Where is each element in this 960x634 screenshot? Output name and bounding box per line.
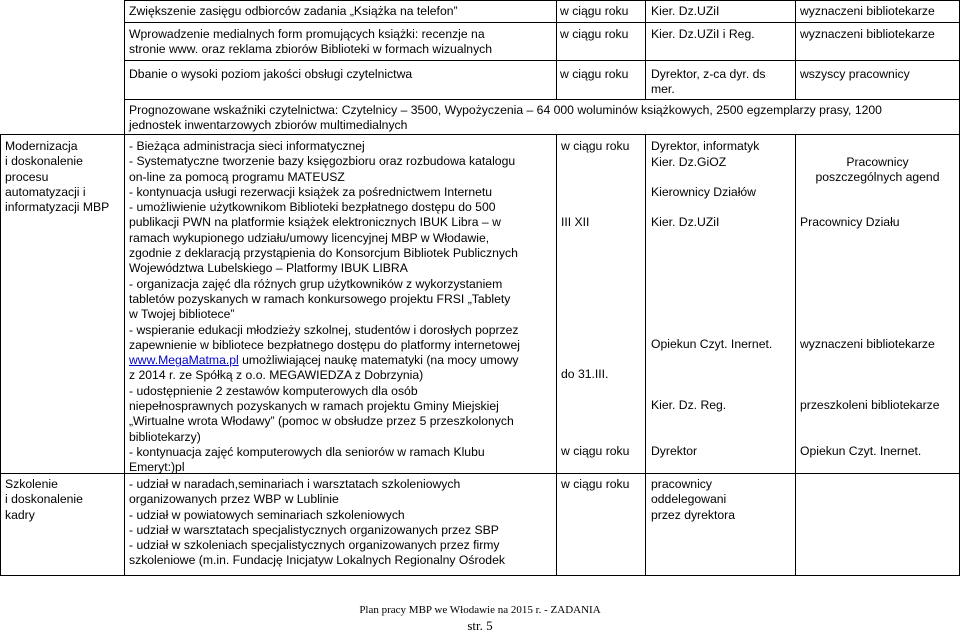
- task-line: ramach wykupionego udziału/umowy licencyjnej MBP w Włodawie,: [129, 230, 490, 245]
- table-border: [124, 0, 960, 1]
- responsible-cell: Kier. Dz. Reg.: [651, 398, 727, 412]
- row-divider: [124, 60, 960, 61]
- training-task-list: [129, 477, 505, 569]
- table-border: [0, 575, 960, 576]
- performers-cell: wszyscy pracownicy: [800, 67, 910, 81]
- row-divider: [0, 134, 960, 135]
- responsible-cell: pracownicy oddelegowani przez dyrektora: [651, 477, 735, 522]
- term-cell: III XII: [561, 215, 590, 229]
- modernization-task-list: [129, 139, 520, 476]
- task-line: - udział w naradach,seminariach i warsztatach szkoleniowych: [129, 477, 461, 491]
- task-line: organizowanych przez WBP w Lublinie: [129, 492, 339, 507]
- task-line: Województwa Lubelskiego – Platformy IBUK LIBRA: [129, 261, 408, 276]
- responsible-cell: Kier. Dz.UZiI i Reg.: [651, 27, 755, 41]
- column-divider: [795, 0, 796, 99]
- task-line: tabletów pozyskanych w ramach konkursowego projektu FRSI „Tablety: [129, 291, 511, 306]
- performers-cell: wyznaczeni bibliotekarze: [800, 27, 935, 41]
- task-cell: Dbanie o wysoki poziom jakości obsługi czytelnictwa: [129, 67, 413, 81]
- task-line: publikacji PWN na platformie książek elektronicznych IBUK Libra – w: [129, 215, 501, 230]
- table-border: [0, 134, 1, 575]
- term-cell: do 31.III.: [561, 367, 609, 381]
- term-cell: w ciągu roku: [561, 139, 630, 153]
- responsible-cell: Kier. Dz.UZiI: [651, 215, 720, 229]
- task-line: zapewnienie w bibliotece bezpłatnego dostępu do platformy internetowej: [129, 337, 520, 352]
- task-line: - udział w powiatowych seminariach szkoleniowych: [129, 507, 405, 522]
- responsible-cell: Dyrektor, z-ca dyr. ds mer.: [651, 67, 766, 97]
- row-divider: [124, 22, 960, 23]
- performers-cell: przeszkoleni bibliotekarze: [800, 398, 940, 412]
- performers-cell: Opiekun Czyt. Inernet.: [800, 444, 922, 458]
- performers-cell: Pracownicy poszczególnych agend: [815, 155, 940, 185]
- footer-title: Plan pracy MBP we Włodawie na 2015 r. - ZADANIA: [359, 604, 601, 616]
- area-training: Szkolenie i doskonalenie kadry: [5, 477, 83, 522]
- task-line: Emeryt:)pl: [129, 460, 185, 475]
- term-cell: w ciągu roku: [560, 27, 629, 41]
- column-divider: [645, 0, 646, 99]
- column-divider: [556, 0, 557, 99]
- responsible-cell: Dyrektor, informatyk: [651, 139, 760, 153]
- task-line: - umożliwienie użytkownikom Biblioteki bezpłatnego dostępu do 500: [129, 200, 496, 215]
- responsible-cell: Kier. Dz.UZiI: [651, 4, 720, 18]
- task-line: niepełnosprawnych pozyskanych w ramach projektu Gminy Miejskiej: [129, 399, 499, 414]
- responsible-cell: Opiekun Czyt. Inernet.: [651, 337, 773, 351]
- task-line: w Twojej bibliotece”: [129, 307, 235, 322]
- task-cell: Wprowadzenie medialnych form promujących książki: recenzje na stronie www. oraz reklama zbiorów Biblioteki w formach wizualnych: [129, 27, 493, 57]
- area-modernization: Modernizacja i doskonalenie procesu automatyzacji i informatyzacji MBP: [5, 139, 110, 215]
- task-line: - kontynuacja zajęć komputerowych dla seniorów w ramach Klubu: [129, 444, 485, 459]
- column-divider: [556, 134, 557, 575]
- task-line: „Wirtualne wrota Włodawy” (pomoc w obsłudze przez 5 przeszkolonych: [129, 414, 514, 429]
- task-line: - organizacja zajęć dla różnych grup użytkowników z wykorzystaniem: [129, 276, 503, 291]
- column-divider: [645, 134, 646, 575]
- term-cell: w ciągu roku: [561, 444, 630, 458]
- task-line: on-line za pomocą programu MATEUSZ: [129, 169, 345, 184]
- term-cell: w ciągu roku: [561, 477, 630, 491]
- task-line: - kontynuacja usługi rezerwacji książek za pośrednictwem Internetu: [129, 184, 493, 199]
- column-divider: [124, 0, 125, 575]
- responsible-cell: Kier. Dz.GiOZ: [651, 155, 727, 169]
- task-line: - Systematyczne tworzenie bazy księgozbioru oraz rozbudowa katalogu: [129, 154, 516, 169]
- responsible-cell: Kierownicy Działów: [651, 185, 756, 199]
- column-divider: [795, 134, 796, 575]
- task-line: - wspieranie edukacji młodzieży szkolnej, studentów i dorosłych poprzez: [129, 322, 519, 337]
- megamatma-link[interactable]: www.MegaMatma.pl: [129, 353, 239, 368]
- task-line: bibliotekarzy): [129, 429, 201, 444]
- task-line: - udział w warsztatach specjalistycznych organizowanych przez SBP: [129, 522, 499, 537]
- task-line: www.MegaMatma.pl umożliwiającej naukę matematyki (na mocy umowy: [129, 353, 519, 368]
- task-line: szkoleniowe (m.in. Fundację Inicjatyw Lokalnych Regionalny Ośrodek: [129, 553, 505, 568]
- performers-cell: wyznaczeni bibliotekarze: [800, 337, 935, 351]
- page-number: str. 5: [467, 618, 493, 633]
- task-line: zgodnie z deklaracją przystąpienia do Konsorcjum Bibliotek Publicznych: [129, 246, 518, 261]
- responsible-cell: Dyrektor: [651, 444, 698, 458]
- term-cell: w ciągu roku: [560, 67, 629, 81]
- task-line: z 2014 r. ze Spółką z o.o. MEGAWIEDZA z Dobrzynia): [129, 368, 424, 383]
- performers-cell: Pracownicy Działu: [800, 215, 900, 229]
- task-line: - udział w szkoleniach specjalistycznych organizowanych przez firmy: [129, 538, 500, 553]
- task-line: - Bieżąca administracja sieci informatycznej: [129, 139, 365, 153]
- term-cell: w ciągu roku: [560, 4, 629, 18]
- forecast-text: Prognozowane wskaźniki czytelnictwa: Czytelnicy – 3500, Wypożyczenia – 64 000 woluminów książkowych, 2500 egzemplarzy prasy, 1200 jednostek inwentarzowych zbiorów multimedialnych: [129, 103, 882, 133]
- performers-cell: wyznaczeni bibliotekarze: [800, 4, 935, 18]
- task-cell: Zwiększenie zasięgu odbiorców zadania „Książka na telefon”: [129, 4, 458, 18]
- row-divider: [124, 99, 960, 100]
- task-line: - udostępnienie 2 zestawów komputerowych dla osób: [129, 383, 418, 398]
